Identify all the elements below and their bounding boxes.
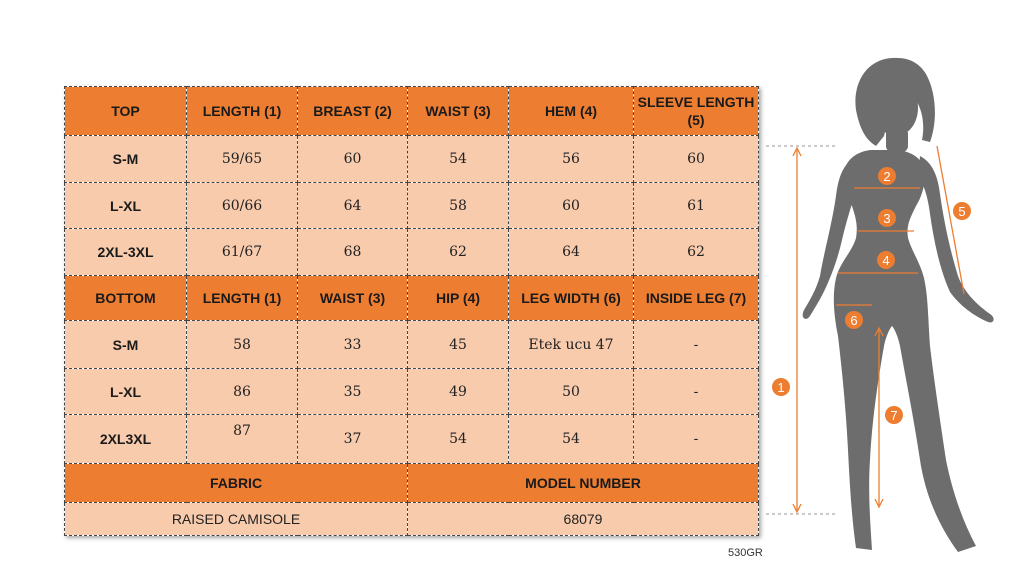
bottom-header-cell: LEG WIDTH (6) xyxy=(509,276,634,321)
marker-label: 3 xyxy=(883,211,891,226)
top-header-row xyxy=(65,87,759,136)
size-cell: 2XL-3XL xyxy=(65,229,187,276)
size-cell: 2XL3XL xyxy=(65,415,187,464)
body-measurement-figure xyxy=(760,50,1020,560)
size-cell: S-M xyxy=(65,321,187,369)
marker-label: 7 xyxy=(890,408,898,423)
value-cell: 60 xyxy=(298,136,408,183)
value-cell: 59/65 xyxy=(187,136,298,183)
value-cell: 61/67 xyxy=(187,229,298,276)
size-cell: S-M xyxy=(65,136,187,183)
value-cell: 54 xyxy=(509,415,634,464)
marker-label: 4 xyxy=(882,253,890,268)
value-cell: - xyxy=(634,369,759,415)
bottom-header-cell: HIP (4) xyxy=(408,276,509,321)
bottom-header-cell: INSIDE LEG (7) xyxy=(634,276,759,321)
bottom-header-cell: WAIST (3) xyxy=(298,276,408,321)
top-header-cell: TOP xyxy=(65,87,187,136)
footer-value-row xyxy=(65,503,759,536)
value-cell: 54 xyxy=(408,415,509,464)
value-cell: 33 xyxy=(298,321,408,369)
top-header-cell: SLEEVE LENGTH (5) xyxy=(634,87,759,136)
value-cell: 56 xyxy=(509,136,634,183)
value-cell: 37 xyxy=(298,415,408,464)
top-header-cell: HEM (4) xyxy=(509,87,634,136)
marker-label: 5 xyxy=(958,204,966,219)
marker-label: 1 xyxy=(777,380,785,395)
value-cell: 58 xyxy=(408,183,509,229)
value-cell: - xyxy=(634,321,759,369)
model-number-label: MODEL NUMBER xyxy=(408,464,759,503)
marker-label: 2 xyxy=(883,169,891,184)
value-cell: 62 xyxy=(408,229,509,276)
value-cell: 68 xyxy=(298,229,408,276)
bottom-header-row xyxy=(65,276,759,321)
size-chart-table xyxy=(64,86,759,536)
value-cell: 58 xyxy=(187,321,298,369)
model-number-value: 68079 xyxy=(408,503,759,536)
top-header-cell: LENGTH (1) xyxy=(187,87,298,136)
value-cell: Etek ucu 47 xyxy=(509,321,634,369)
footer-header-row xyxy=(65,464,759,503)
value-cell: 54 xyxy=(408,136,509,183)
value-cell: 61 xyxy=(634,183,759,229)
value-cell: 60 xyxy=(509,183,634,229)
fabric-value: RAISED CAMISOLE xyxy=(65,503,408,536)
value-cell: 49 xyxy=(408,369,509,415)
value-cell: - xyxy=(634,415,759,464)
value-cell: 64 xyxy=(509,229,634,276)
value-cell: 87 xyxy=(187,415,298,464)
top-header-cell: BREAST (2) xyxy=(298,87,408,136)
value-cell: 64 xyxy=(298,183,408,229)
table-row xyxy=(65,369,759,415)
value-cell: 50 xyxy=(509,369,634,415)
size-cell: L-XL xyxy=(65,369,187,415)
marker-label: 6 xyxy=(850,313,858,328)
value-cell: 60/66 xyxy=(187,183,298,229)
woman-silhouette-icon xyxy=(803,58,994,552)
table-row xyxy=(65,183,759,229)
table-row xyxy=(65,136,759,183)
value-cell: 35 xyxy=(298,369,408,415)
top-header-cell: WAIST (3) xyxy=(408,87,509,136)
size-cell: L-XL xyxy=(65,183,187,229)
bottom-header-cell: LENGTH (1) xyxy=(187,276,298,321)
table-row xyxy=(65,415,759,464)
table-row xyxy=(65,229,759,276)
product-code: 530GR xyxy=(728,547,763,559)
value-cell: 60 xyxy=(634,136,759,183)
value-cell: 62 xyxy=(634,229,759,276)
bottom-header-cell: BOTTOM xyxy=(65,276,187,321)
value-cell: 45 xyxy=(408,321,509,369)
table-row xyxy=(65,321,759,369)
value-cell: 86 xyxy=(187,369,298,415)
fabric-label: FABRIC xyxy=(65,464,408,503)
